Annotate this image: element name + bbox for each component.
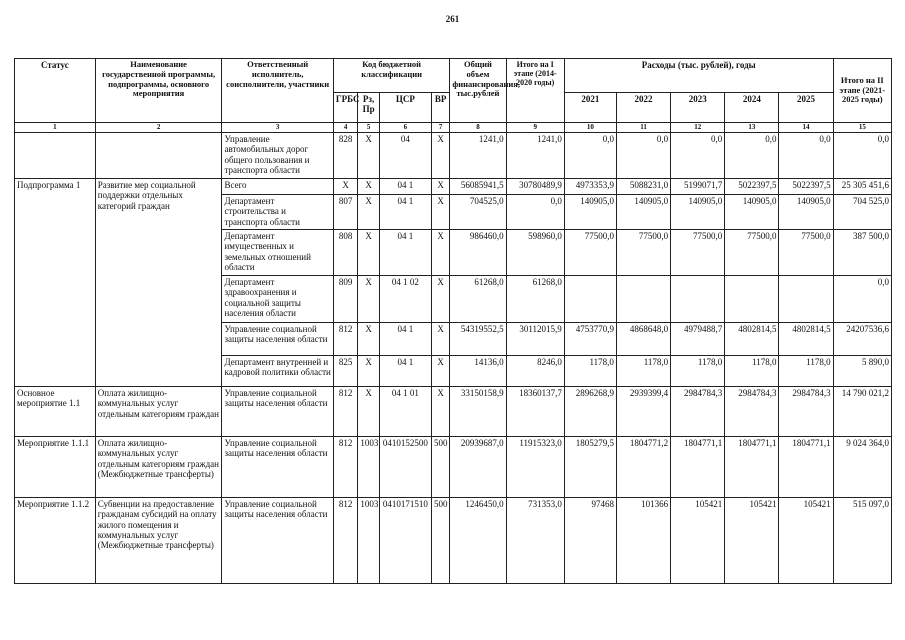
header-grbs: ГРБС xyxy=(333,93,358,123)
table-row xyxy=(15,498,892,584)
budget-table xyxy=(14,58,892,584)
stage2-cell: 9 024 364,0 xyxy=(833,437,891,498)
vr-cell: Х xyxy=(431,356,449,387)
stage1-cell: 1241,0 xyxy=(506,133,564,179)
vr-cell: 500 xyxy=(431,498,449,584)
column-index: 4 xyxy=(333,123,358,133)
year-2025-cell: 0,0 xyxy=(779,133,833,179)
stage1-cell: 11915323,0 xyxy=(506,437,564,498)
year-2024-cell: 105421 xyxy=(725,498,779,584)
rz-cell: 1003 xyxy=(358,498,379,584)
vr-cell: 500 xyxy=(431,437,449,498)
grbs-cell: 812 xyxy=(333,498,358,584)
header-year-2023: 2023 xyxy=(671,93,725,123)
header-year-2025: 2025 xyxy=(779,93,833,123)
year-2023-cell: 77500,0 xyxy=(671,230,725,276)
header-rz: Рз, Пр xyxy=(358,93,379,123)
csr-cell: 04 1 xyxy=(379,195,431,230)
executor-cell: Управление социальной защиты населения области xyxy=(222,323,333,356)
year-2024-cell: 5022397,5 xyxy=(725,179,779,195)
year-2025-cell: 4802814,5 xyxy=(779,323,833,356)
grbs-cell: 825 xyxy=(333,356,358,387)
year-2025-cell: 1804771,1 xyxy=(779,437,833,498)
year-2022-cell xyxy=(616,276,670,323)
vr-cell: Х xyxy=(431,133,449,179)
year-2022-cell: 4868648,0 xyxy=(616,323,670,356)
csr-cell: 04 xyxy=(379,133,431,179)
header-expenses: Расходы (тыс. рублей), годы xyxy=(564,59,833,93)
csr-cell: 04 1 02 xyxy=(379,276,431,323)
total-cell: 1246450,0 xyxy=(450,498,506,584)
stage1-cell: 731353,0 xyxy=(506,498,564,584)
stage2-cell: 24207536,6 xyxy=(833,323,891,356)
executor-cell: Департамент строительства и транспорта области xyxy=(222,195,333,230)
year-2023-cell: 5199071,7 xyxy=(671,179,725,195)
stage2-cell: 14 790 021,2 xyxy=(833,387,891,437)
stage2-cell: 0,0 xyxy=(833,133,891,179)
stage2-cell: 25 305 451,6 xyxy=(833,179,891,195)
year-2024-cell: 140905,0 xyxy=(725,195,779,230)
total-cell: 986460,0 xyxy=(450,230,506,276)
header-year-2024: 2024 xyxy=(725,93,779,123)
stage2-cell: 5 890,0 xyxy=(833,356,891,387)
stage1-cell: 0,0 xyxy=(506,195,564,230)
year-2021-cell xyxy=(564,276,616,323)
stage1-cell: 18360137,7 xyxy=(506,387,564,437)
rz-cell: Х xyxy=(358,230,379,276)
year-2025-cell: 105421 xyxy=(779,498,833,584)
year-2022-cell: 2939399,4 xyxy=(616,387,670,437)
rz-cell: Х xyxy=(358,195,379,230)
rz-cell: Х xyxy=(358,179,379,195)
stage1-cell: 30780489,9 xyxy=(506,179,564,195)
executor-cell: Департамент здравоохранения и социальной защиты населения области xyxy=(222,276,333,323)
grbs-cell: 812 xyxy=(333,387,358,437)
csr-cell: 04 1 xyxy=(379,179,431,195)
column-index: 8 xyxy=(450,123,506,133)
total-cell: 56085941,5 xyxy=(450,179,506,195)
vr-cell: Х xyxy=(431,230,449,276)
year-2025-cell: 1178,0 xyxy=(779,356,833,387)
column-index: 12 xyxy=(671,123,725,133)
status-cell xyxy=(15,133,96,179)
total-cell: 54319552,5 xyxy=(450,323,506,356)
grbs-cell: 807 xyxy=(333,195,358,230)
total-cell: 33150158,9 xyxy=(450,387,506,437)
executor-cell: Департамент внутренней и кадровой политики области xyxy=(222,356,333,387)
year-2022-cell: 140905,0 xyxy=(616,195,670,230)
rz-cell: Х xyxy=(358,323,379,356)
column-index: 6 xyxy=(379,123,431,133)
total-cell: 61268,0 xyxy=(450,276,506,323)
year-2025-cell: 140905,0 xyxy=(779,195,833,230)
status-cell: Мероприятие 1.1.2 xyxy=(15,498,96,584)
csr-cell: 0410152500 xyxy=(379,437,431,498)
year-2021-cell: 4753770,9 xyxy=(564,323,616,356)
stage2-cell: 704 525,0 xyxy=(833,195,891,230)
year-2024-cell: 1804771,1 xyxy=(725,437,779,498)
year-2023-cell: 4979488,7 xyxy=(671,323,725,356)
stage1-cell: 8246,0 xyxy=(506,356,564,387)
year-2024-cell: 1178,0 xyxy=(725,356,779,387)
year-2024-cell: 2984784,3 xyxy=(725,387,779,437)
table-row xyxy=(15,437,892,498)
year-2024-cell xyxy=(725,276,779,323)
executor-cell: Управление автомобильных дорог общего пользования и транспорта области xyxy=(222,133,333,179)
vr-cell: Х xyxy=(431,179,449,195)
column-index: 13 xyxy=(725,123,779,133)
grbs-cell: 828 xyxy=(333,133,358,179)
vr-cell: Х xyxy=(431,195,449,230)
status-cell: Основное мероприятие 1.1 xyxy=(15,387,96,437)
header-total-volume: Общий объем финансирования, тыс.рублей xyxy=(450,59,506,123)
rz-cell: Х xyxy=(358,356,379,387)
year-2023-cell: 2984784,3 xyxy=(671,387,725,437)
year-2022-cell: 1804771,2 xyxy=(616,437,670,498)
stage2-cell: 0,0 xyxy=(833,276,891,323)
column-index: 5 xyxy=(358,123,379,133)
header-status: Статус xyxy=(15,59,96,123)
year-2024-cell: 77500,0 xyxy=(725,230,779,276)
year-2023-cell xyxy=(671,276,725,323)
grbs-cell: 809 xyxy=(333,276,358,323)
year-2021-cell: 1178,0 xyxy=(564,356,616,387)
year-2021-cell: 4973353,9 xyxy=(564,179,616,195)
year-2023-cell: 140905,0 xyxy=(671,195,725,230)
column-index: 10 xyxy=(564,123,616,133)
grbs-cell: 812 xyxy=(333,323,358,356)
total-cell: 20939687,0 xyxy=(450,437,506,498)
year-2024-cell: 0,0 xyxy=(725,133,779,179)
csr-cell: 04 1 xyxy=(379,356,431,387)
year-2025-cell: 2984784,3 xyxy=(779,387,833,437)
header-executor: Ответственный исполнитель, соисполнители, участники xyxy=(222,59,333,123)
executor-cell: Управление социальной защиты населения области xyxy=(222,387,333,437)
page-number: 261 xyxy=(445,14,460,24)
year-2023-cell: 1804771,1 xyxy=(671,437,725,498)
name-cell: Развитие мер социальной поддержки отдельных категорий граждан xyxy=(95,179,222,387)
header-name: Наименование государственной программы, подпрограммы, основного мероприятия xyxy=(95,59,222,123)
name-cell: Оплата жилищно-коммунальных услуг отдельным категориям граждан (Межбюджетные трансферты) xyxy=(95,437,222,498)
header-stage2-total: Итого на II этапе (2021-2025 годы) xyxy=(833,59,891,123)
year-2022-cell: 101366 xyxy=(616,498,670,584)
header-vr: ВР xyxy=(431,93,449,123)
year-2022-cell: 1178,0 xyxy=(616,356,670,387)
vr-cell: Х xyxy=(431,387,449,437)
column-index: 15 xyxy=(833,123,891,133)
year-2025-cell: 5022397,5 xyxy=(779,179,833,195)
year-2021-cell: 140905,0 xyxy=(564,195,616,230)
header-budget-code: Код бюджетной классификации xyxy=(333,59,449,93)
column-index: 9 xyxy=(506,123,564,133)
rz-cell: 1003 xyxy=(358,437,379,498)
year-2023-cell: 1178,0 xyxy=(671,356,725,387)
vr-cell: Х xyxy=(431,276,449,323)
column-index: 14 xyxy=(779,123,833,133)
year-2025-cell: 77500,0 xyxy=(779,230,833,276)
executor-cell: Управление социальной защиты населения области xyxy=(222,498,333,584)
column-index: 11 xyxy=(616,123,670,133)
grbs-cell: 812 xyxy=(333,437,358,498)
header-stage1-total: Итого на I этапе (2014-2020 годы) xyxy=(506,59,564,123)
year-2021-cell: 2896268,9 xyxy=(564,387,616,437)
year-2025-cell xyxy=(779,276,833,323)
stage1-cell: 61268,0 xyxy=(506,276,564,323)
name-cell: Оплата жилищно-коммунальных услуг отдельным категориям граждан xyxy=(95,387,222,437)
executor-cell: Департамент имущественных и земельных отношений области xyxy=(222,230,333,276)
grbs-cell: Х xyxy=(333,179,358,195)
rz-cell: Х xyxy=(358,133,379,179)
year-2023-cell: 0,0 xyxy=(671,133,725,179)
year-2022-cell: 77500,0 xyxy=(616,230,670,276)
name-cell xyxy=(95,133,222,179)
status-cell: Мероприятие 1.1.1 xyxy=(15,437,96,498)
grbs-cell: 808 xyxy=(333,230,358,276)
rz-cell: Х xyxy=(358,276,379,323)
csr-cell: 04 1 01 xyxy=(379,387,431,437)
total-cell: 704525,0 xyxy=(450,195,506,230)
year-2021-cell: 97468 xyxy=(564,498,616,584)
year-2022-cell: 0,0 xyxy=(616,133,670,179)
year-2022-cell: 5088231,0 xyxy=(616,179,670,195)
total-cell: 14136,0 xyxy=(450,356,506,387)
year-2021-cell: 77500,0 xyxy=(564,230,616,276)
stage1-cell: 598960,0 xyxy=(506,230,564,276)
header-year-2021: 2021 xyxy=(564,93,616,123)
table-row xyxy=(15,179,892,195)
csr-cell: 04 1 xyxy=(379,323,431,356)
header-csr: ЦСР xyxy=(379,93,431,123)
rz-cell: Х xyxy=(358,387,379,437)
csr-cell: 04 1 xyxy=(379,230,431,276)
executor-cell: Всего xyxy=(222,179,333,195)
year-2023-cell: 105421 xyxy=(671,498,725,584)
table-row xyxy=(15,133,892,179)
header-year-2022: 2022 xyxy=(616,93,670,123)
year-2021-cell: 0,0 xyxy=(564,133,616,179)
name-cell: Субвенции на предоставление гражданам субсидий на оплату жилого помещения и коммунальных услуг (Межбюджетные трансферты) xyxy=(95,498,222,584)
executor-cell: Управление социальной защиты населения области xyxy=(222,437,333,498)
csr-cell: 0410171510 xyxy=(379,498,431,584)
column-index-row xyxy=(15,123,892,133)
stage1-cell: 30112015,9 xyxy=(506,323,564,356)
total-cell: 1241,0 xyxy=(450,133,506,179)
status-cell: Подпрограмма 1 xyxy=(15,179,96,387)
table-row xyxy=(15,387,892,437)
stage2-cell: 387 500,0 xyxy=(833,230,891,276)
year-2024-cell: 4802814,5 xyxy=(725,323,779,356)
column-index: 2 xyxy=(95,123,222,133)
column-index: 3 xyxy=(222,123,333,133)
column-index: 1 xyxy=(15,123,96,133)
vr-cell: Х xyxy=(431,323,449,356)
stage2-cell: 515 097,0 xyxy=(833,498,891,584)
year-2021-cell: 1805279,5 xyxy=(564,437,616,498)
column-index: 7 xyxy=(431,123,449,133)
